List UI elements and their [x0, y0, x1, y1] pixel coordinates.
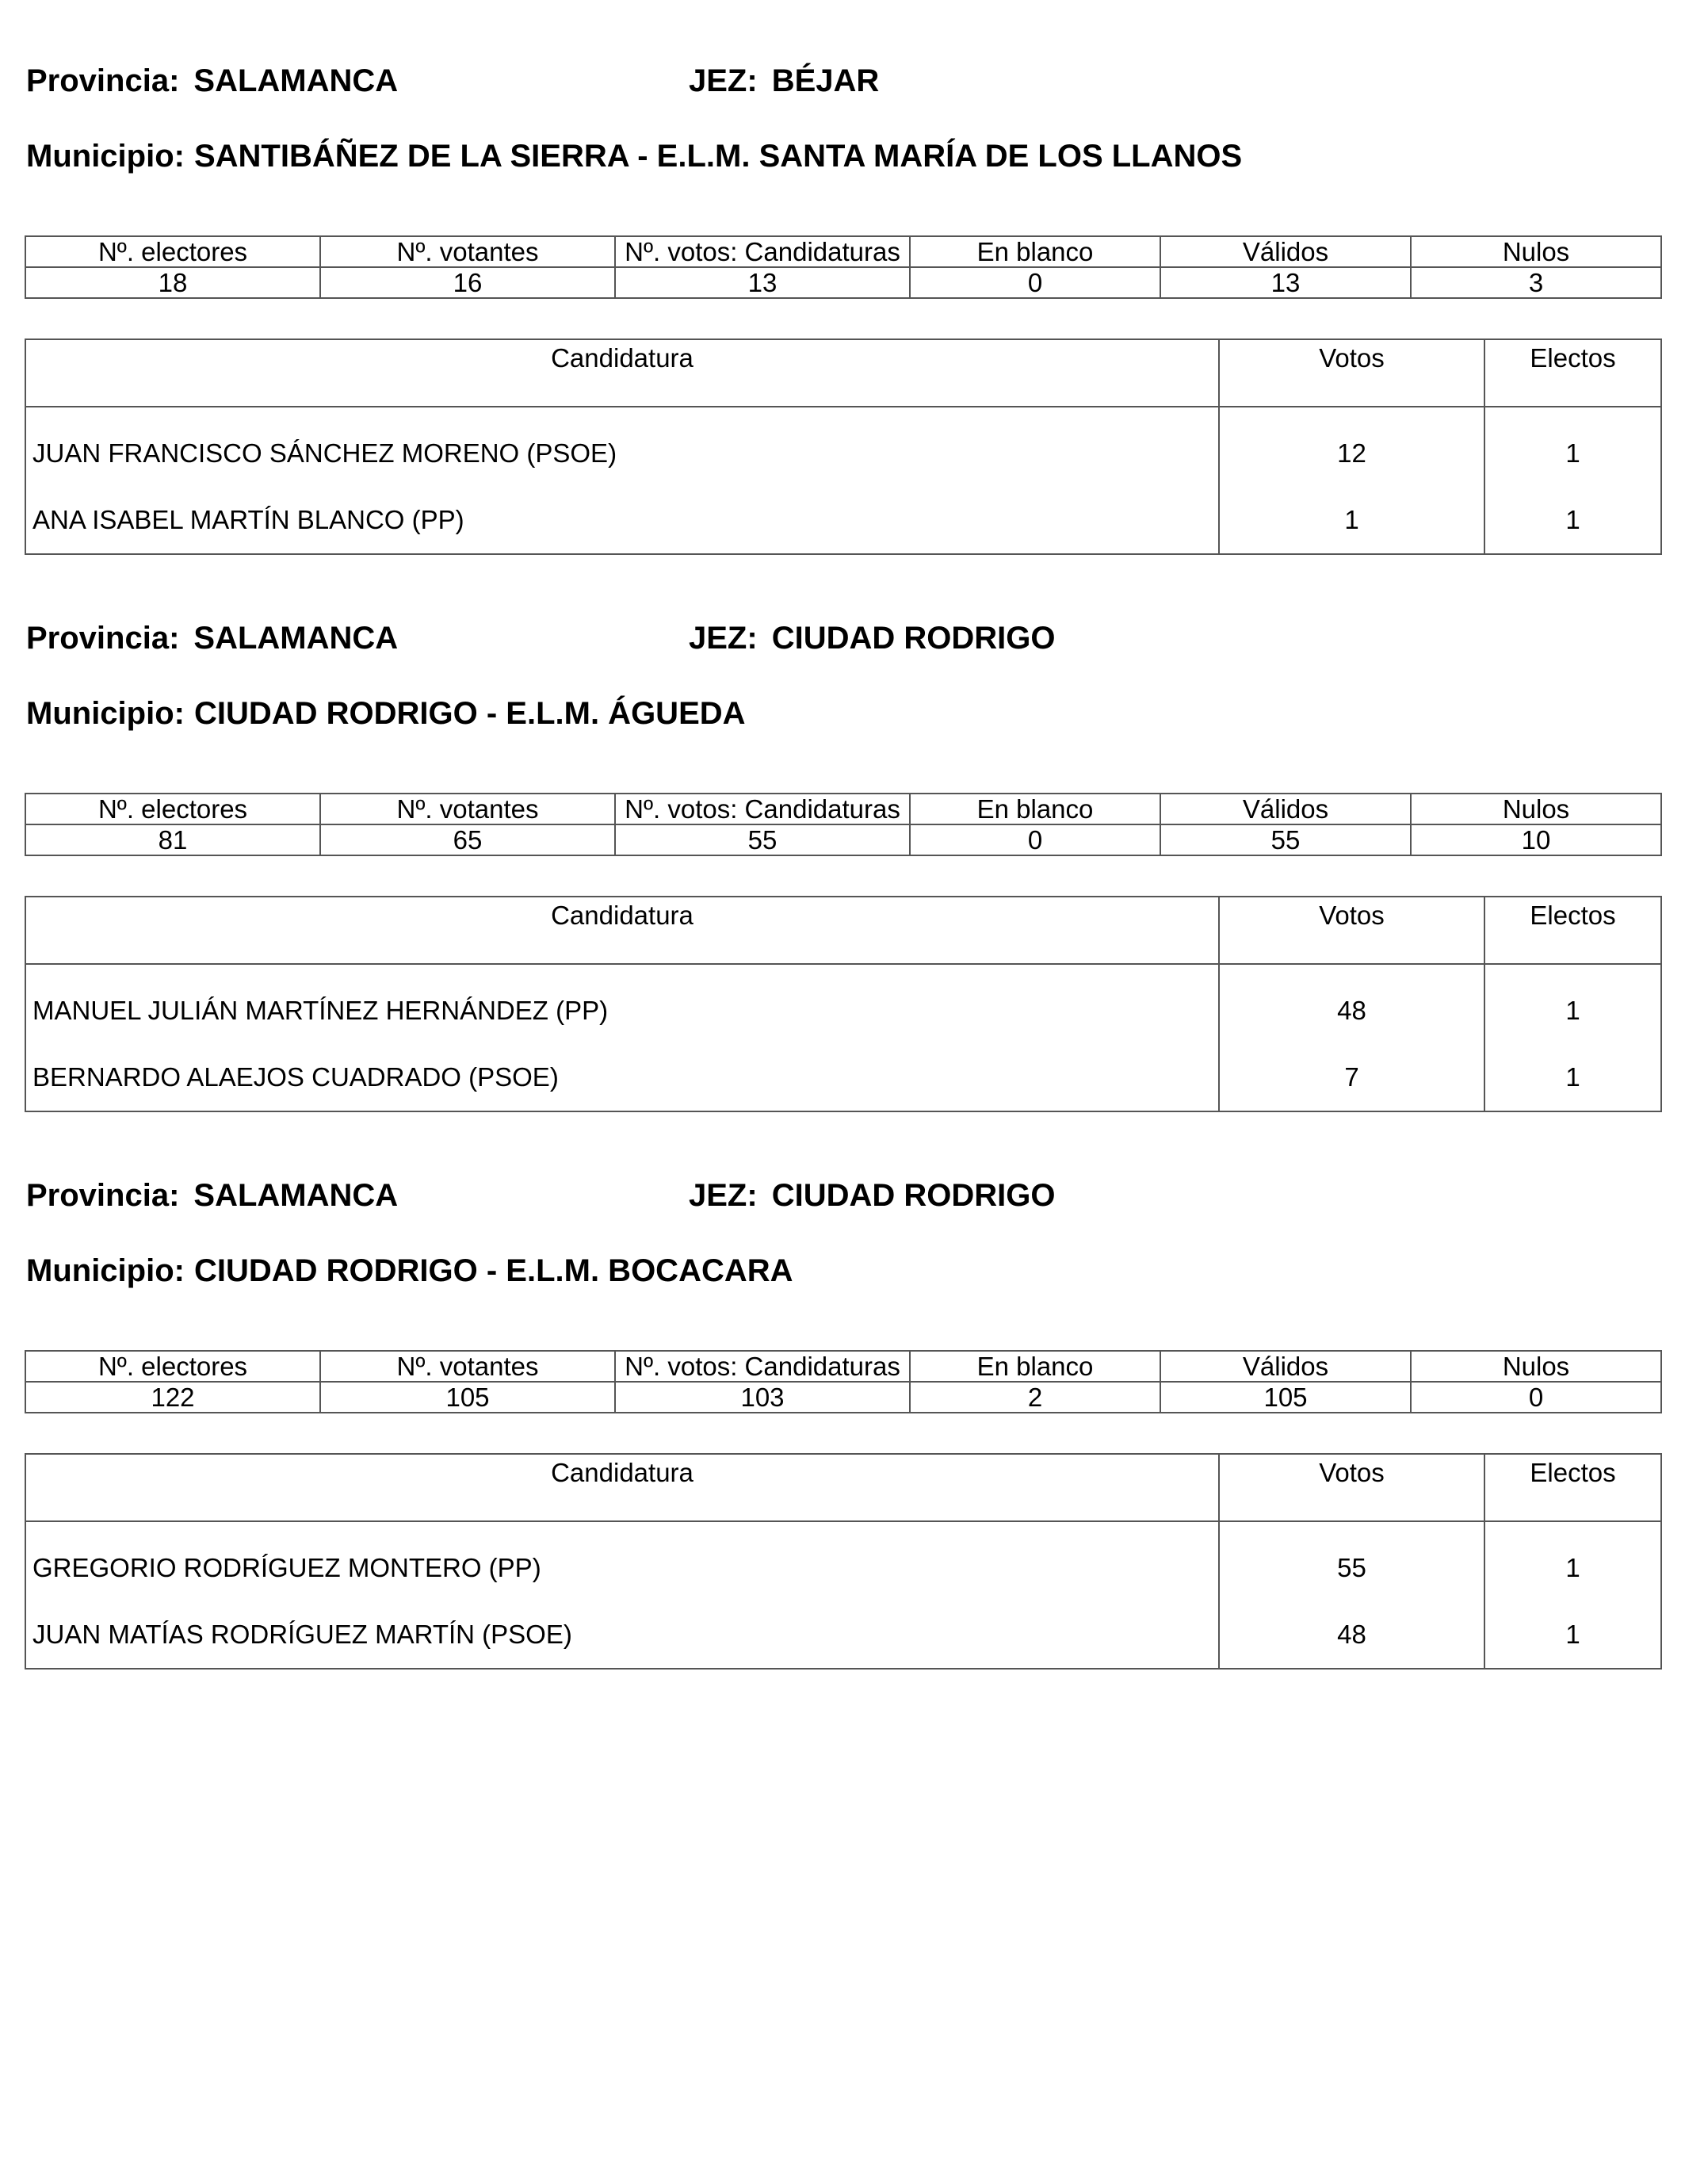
municipio-line [26, 1247, 793, 1295]
municipio-label: Municipio: [26, 139, 185, 174]
stats-value-validos: 105 [1160, 1382, 1411, 1413]
stats-header-row [25, 236, 1661, 267]
stats-header-en-blanco: En blanco [910, 794, 1160, 824]
election-section-bocacara [25, 1172, 1660, 1663]
candidate-electos: 1 [1484, 407, 1661, 487]
municipio-label: Municipio: [26, 1253, 185, 1288]
stats-value-votos-candidaturas: 55 [615, 824, 910, 855]
stats-value-validos: 55 [1160, 824, 1411, 855]
provincia-line [26, 614, 398, 662]
municipio-value: SANTIBÁÑEZ DE LA SIERRA - E.L.M. SANTA MARÍA DE LOS LLANOS [193, 139, 1243, 174]
provincia-line [26, 57, 398, 105]
candidate-electos: 1 [1484, 1044, 1661, 1111]
stats-header-votantes: Nº. votantes [320, 794, 615, 824]
jez-label: JEZ: [689, 63, 758, 98]
candidate-row [25, 407, 1661, 487]
votos-header: Votos [1219, 897, 1484, 964]
candidate-electos: 1 [1484, 1521, 1661, 1601]
candidate-row [25, 1521, 1661, 1601]
stats-value-nulos: 3 [1411, 267, 1661, 298]
stats-table [25, 235, 1662, 299]
candidate-votos: 48 [1219, 964, 1484, 1044]
jez-label: JEZ: [689, 621, 758, 656]
stats-header-votos-candidaturas: Nº. votos: Candidaturas [615, 794, 910, 824]
stats-value-votantes: 65 [320, 824, 615, 855]
candidate-votos: 55 [1219, 1521, 1484, 1601]
municipio-value: CIUDAD RODRIGO - E.L.M. ÁGUEDA [193, 696, 746, 731]
election-section-agueda [25, 614, 1660, 1106]
candidatura-header: Candidatura [25, 897, 1219, 964]
candidatura-header: Candidatura [25, 339, 1219, 407]
candidate-name: ANA ISABEL MARTÍN BLANCO (PP) [25, 487, 1219, 554]
stats-value-electores: 18 [25, 267, 320, 298]
municipio-line [26, 132, 1242, 180]
candidate-votos: 12 [1219, 407, 1484, 487]
candidatura-header: Candidatura [25, 1454, 1219, 1521]
stats-value-votantes: 105 [320, 1382, 615, 1413]
election-section-santibanez [25, 57, 1660, 549]
stats-value-en-blanco: 0 [910, 824, 1160, 855]
jez-value: CIUDAD RODRIGO [771, 621, 1056, 656]
stats-value-row [25, 267, 1661, 298]
jez-line [689, 1172, 1055, 1219]
candidate-row [25, 964, 1661, 1044]
provincia-label: Provincia: [26, 1178, 180, 1213]
jez-line [689, 57, 879, 105]
stats-value-votos-candidaturas: 103 [615, 1382, 910, 1413]
stats-header-row [25, 1351, 1661, 1382]
stats-value-en-blanco: 2 [910, 1382, 1160, 1413]
stats-header-nulos: Nulos [1411, 236, 1661, 267]
stats-header-row [25, 794, 1661, 824]
candidates-table [25, 1453, 1662, 1670]
municipio-label: Municipio: [26, 696, 185, 731]
stats-header-nulos: Nulos [1411, 1351, 1661, 1382]
provincia-line [26, 1172, 398, 1219]
provincia-value: SALAMANCA [193, 63, 399, 98]
stats-value-electores: 81 [25, 824, 320, 855]
candidate-votos: 7 [1219, 1044, 1484, 1111]
votos-header: Votos [1219, 339, 1484, 407]
stats-value-nulos: 10 [1411, 824, 1661, 855]
jez-value: CIUDAD RODRIGO [771, 1178, 1056, 1213]
stats-table [25, 793, 1662, 856]
candidate-name: GREGORIO RODRÍGUEZ MONTERO (PP) [25, 1521, 1219, 1601]
provincia-label: Provincia: [26, 63, 180, 98]
stats-header-electores: Nº. electores [25, 236, 320, 267]
stats-header-votantes: Nº. votantes [320, 236, 615, 267]
stats-header-validos: Válidos [1160, 794, 1411, 824]
municipio-line [26, 690, 746, 737]
candidate-row [25, 487, 1661, 554]
stats-header-validos: Válidos [1160, 1351, 1411, 1382]
stats-header-validos: Válidos [1160, 236, 1411, 267]
stats-header-votantes: Nº. votantes [320, 1351, 615, 1382]
stats-value-row [25, 824, 1661, 855]
candidate-electos: 1 [1484, 487, 1661, 554]
electos-header: Electos [1484, 897, 1661, 964]
stats-value-votantes: 16 [320, 267, 615, 298]
electos-header: Electos [1484, 1454, 1661, 1521]
jez-label: JEZ: [689, 1178, 758, 1213]
candidate-votos: 48 [1219, 1601, 1484, 1669]
stats-header-electores: Nº. electores [25, 794, 320, 824]
candidate-name: MANUEL JULIÁN MARTÍNEZ HERNÁNDEZ (PP) [25, 964, 1219, 1044]
stats-header-electores: Nº. electores [25, 1351, 320, 1382]
candidate-row [25, 1044, 1661, 1111]
candidates-header-row [25, 897, 1661, 964]
stats-value-nulos: 0 [1411, 1382, 1661, 1413]
candidate-electos: 1 [1484, 964, 1661, 1044]
candidate-name: BERNARDO ALAEJOS CUADRADO (PSOE) [25, 1044, 1219, 1111]
stats-header-votos-candidaturas: Nº. votos: Candidaturas [615, 236, 910, 267]
jez-line [689, 614, 1055, 662]
stats-header-en-blanco: En blanco [910, 236, 1160, 267]
provincia-value: SALAMANCA [193, 621, 399, 656]
stats-value-validos: 13 [1160, 267, 1411, 298]
candidate-name: JUAN MATÍAS RODRÍGUEZ MARTÍN (PSOE) [25, 1601, 1219, 1669]
candidates-header-row [25, 339, 1661, 407]
stats-value-row [25, 1382, 1661, 1413]
stats-value-electores: 122 [25, 1382, 320, 1413]
candidate-votos: 1 [1219, 487, 1484, 554]
candidate-row [25, 1601, 1661, 1669]
candidates-header-row [25, 1454, 1661, 1521]
stats-value-en-blanco: 0 [910, 267, 1160, 298]
stats-header-votos-candidaturas: Nº. votos: Candidaturas [615, 1351, 910, 1382]
candidates-table [25, 339, 1662, 555]
stats-table [25, 1350, 1662, 1413]
municipio-value: CIUDAD RODRIGO - E.L.M. BOCACARA [193, 1253, 793, 1288]
stats-value-votos-candidaturas: 13 [615, 267, 910, 298]
stats-header-nulos: Nulos [1411, 794, 1661, 824]
candidates-table [25, 896, 1662, 1112]
provincia-label: Provincia: [26, 621, 180, 656]
candidate-name: JUAN FRANCISCO SÁNCHEZ MORENO (PSOE) [25, 407, 1219, 487]
electos-header: Electos [1484, 339, 1661, 407]
jez-value: BÉJAR [771, 63, 880, 98]
candidate-electos: 1 [1484, 1601, 1661, 1669]
provincia-value: SALAMANCA [193, 1178, 399, 1213]
stats-header-en-blanco: En blanco [910, 1351, 1160, 1382]
votos-header: Votos [1219, 1454, 1484, 1521]
